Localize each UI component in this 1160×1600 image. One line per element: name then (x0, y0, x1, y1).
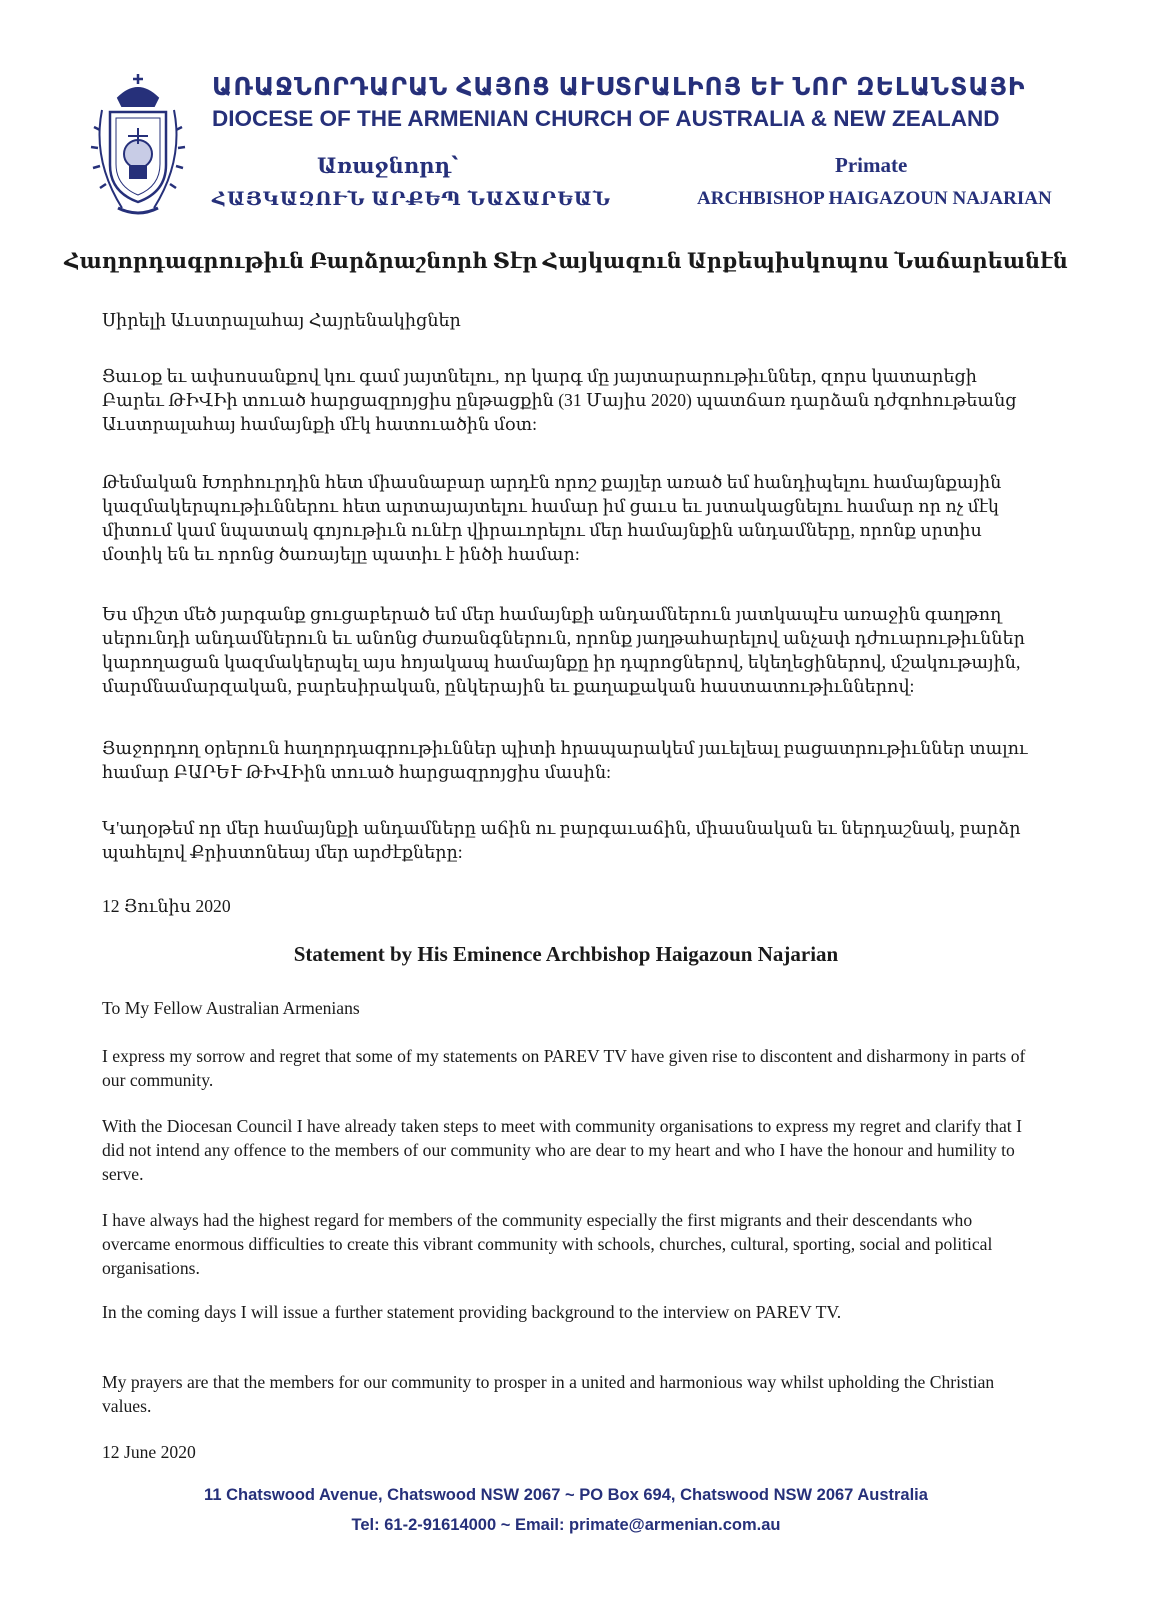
footer-address: 11 Chatswood Avenue, Chatswood NSW 2067 ~ PO Box 694, Chatswood NSW 2067 Australia (204, 1486, 928, 1504)
primate-label-english: Primate (835, 153, 908, 177)
armenian-paragraph-3: Ես միշտ մեծ յարգանք ցուցաբերած եմ մեր համայնքի անդամներուն յատկապէս առաջին գաղթող սերունդի անդամներուն եւ անոնց ժառանգներուն, որոնք յաղթահարելով անչափ դժուարութիւններ կարողացան կազմակերպել այս հոյակապ համայնքը իր դպրոցներով, եկեղեցիներով, մշակութային, մարմնամարզական, բարեսիրական, ընկերային եւ քաղաքական հաստատութիւններով: (102, 604, 1025, 696)
primate-label-armenian: Առաջնորդ՝ (317, 154, 459, 178)
english-paragraph-5: My prayers are that the members for our community to prosper in a united and harmonious way whilst upholding the Christian values. (102, 1372, 995, 1416)
armenian-paragraph-2: Թեմական Խորհուրդին հետ միասնաբար արդէն որոշ քայլեր առած եմ հանդիպելու համայնքային կազմակերպութիւններու հետ արտայայտելու համար իմ ցաւս եւ յստակացնելու համար որ ոչ մէկ միտում կամ նպատակ գոյութիւն ունէր վիրաւորելու մեր համայնքին անդամները, որոնք սրտիս մօտիկ են եւ որոնց ծառայելը պատիւ է ինծի համար: (102, 472, 1002, 564)
armenian-salutation: Սիրելի Աւստրալահայ Հայրենակիցներ (102, 310, 461, 330)
diocese-name-armenian: ԱՌԱՋՆՈՐԴԱՐԱՆ ՀԱՅՈՑ ԱՒՍՏՐԱԼԻՈՅ ԵՒ ՆՈՐ ԶԵԼԱՆՏԱՅԻ (212, 73, 1026, 101)
english-date: 12 June 2020 (102, 1442, 196, 1462)
english-paragraph-4: In the coming days I will issue a further statement providing background to the interview on PAREV TV. (102, 1302, 842, 1322)
english-paragraph-3: I have always had the highest regard for members of the community especially the first migrants and their descendants who overcame enormous difficulties to create this vibrant community with schools, churches, cultural, sporting, social and political organisations. (102, 1210, 993, 1278)
primate-name-armenian: ՀԱՅԿԱԶՈՒՆ ԱՐՔԵՊ ՆԱՃԱՐԵԱՆ (212, 189, 612, 210)
english-statement-title: Statement by His Eminence Archbishop Haigazoun Najarian (293, 942, 839, 966)
english-salutation: To My Fellow Australian Armenians (102, 998, 360, 1018)
diocese-name-english: DIOCESE OF THE ARMENIAN CHURCH OF AUSTRALIA & NEW ZEALAND (212, 106, 1000, 131)
footer-contact: Tel: 61-2-91614000 ~ Email: primate@armenian.com.au (351, 1516, 781, 1534)
armenian-date: 12 Յունիս 2020 (102, 896, 231, 916)
armenian-statement-title: Հաղորդագրութիւն Բարձրաշնորհ Տէր Հայկազուն Արքեպիսկոպոս Նաճարեանէն (64, 249, 1068, 273)
armenian-paragraph-1: Ցաւօք եւ ափսոսանքով կու գամ յայտնելու, որ կարգ մը յայտարարութիւններ, զորս կատարեցի Բարեւ ԹԻՎԻի տուած հարցազրոյցիս ընթացքին (31 Մայիս 2020) պատճառ դարձան դժգոհութեանց Աւստրալահայ համայնքի մէկ հատուածին մօտ: (102, 366, 1017, 434)
english-paragraph-2: With the Diocesan Council I have already taken steps to meet with community organisations to express my regret and clarify that I did not intend any offence to the members of our community who are dear to my heart and who I have the honour and humility to serve. (102, 1116, 1022, 1184)
primate-name-english: ARCHBISHOP HAIGAZOUN NAJARIAN (697, 188, 1052, 209)
armenian-paragraph-5: Կ'աղօթեմ որ մեր համայնքի անդամները աճին ու բարգաւաճին, միասնական եւ ներդաշնակ, բարձր պահելով Քրիստոնեայ մեր արժէքները: (102, 818, 1021, 862)
english-paragraph-1: I express my sorrow and regret that some of my statements on PAREV TV have given rise to discontent and disharmony in parts of our community. (102, 1046, 1026, 1090)
armenian-paragraph-4: Յաջորդող օրերուն հաղորդագրութիւններ պիտի հրապարակեմ յաւելեալ բացատրութիւններ տալու համար ԲԱՐԵՒ ԹԻՎԻին տուած հարցազրոյցիս մասին: (102, 738, 1028, 782)
diocese-coat-of-arms-logo (88, 70, 188, 220)
